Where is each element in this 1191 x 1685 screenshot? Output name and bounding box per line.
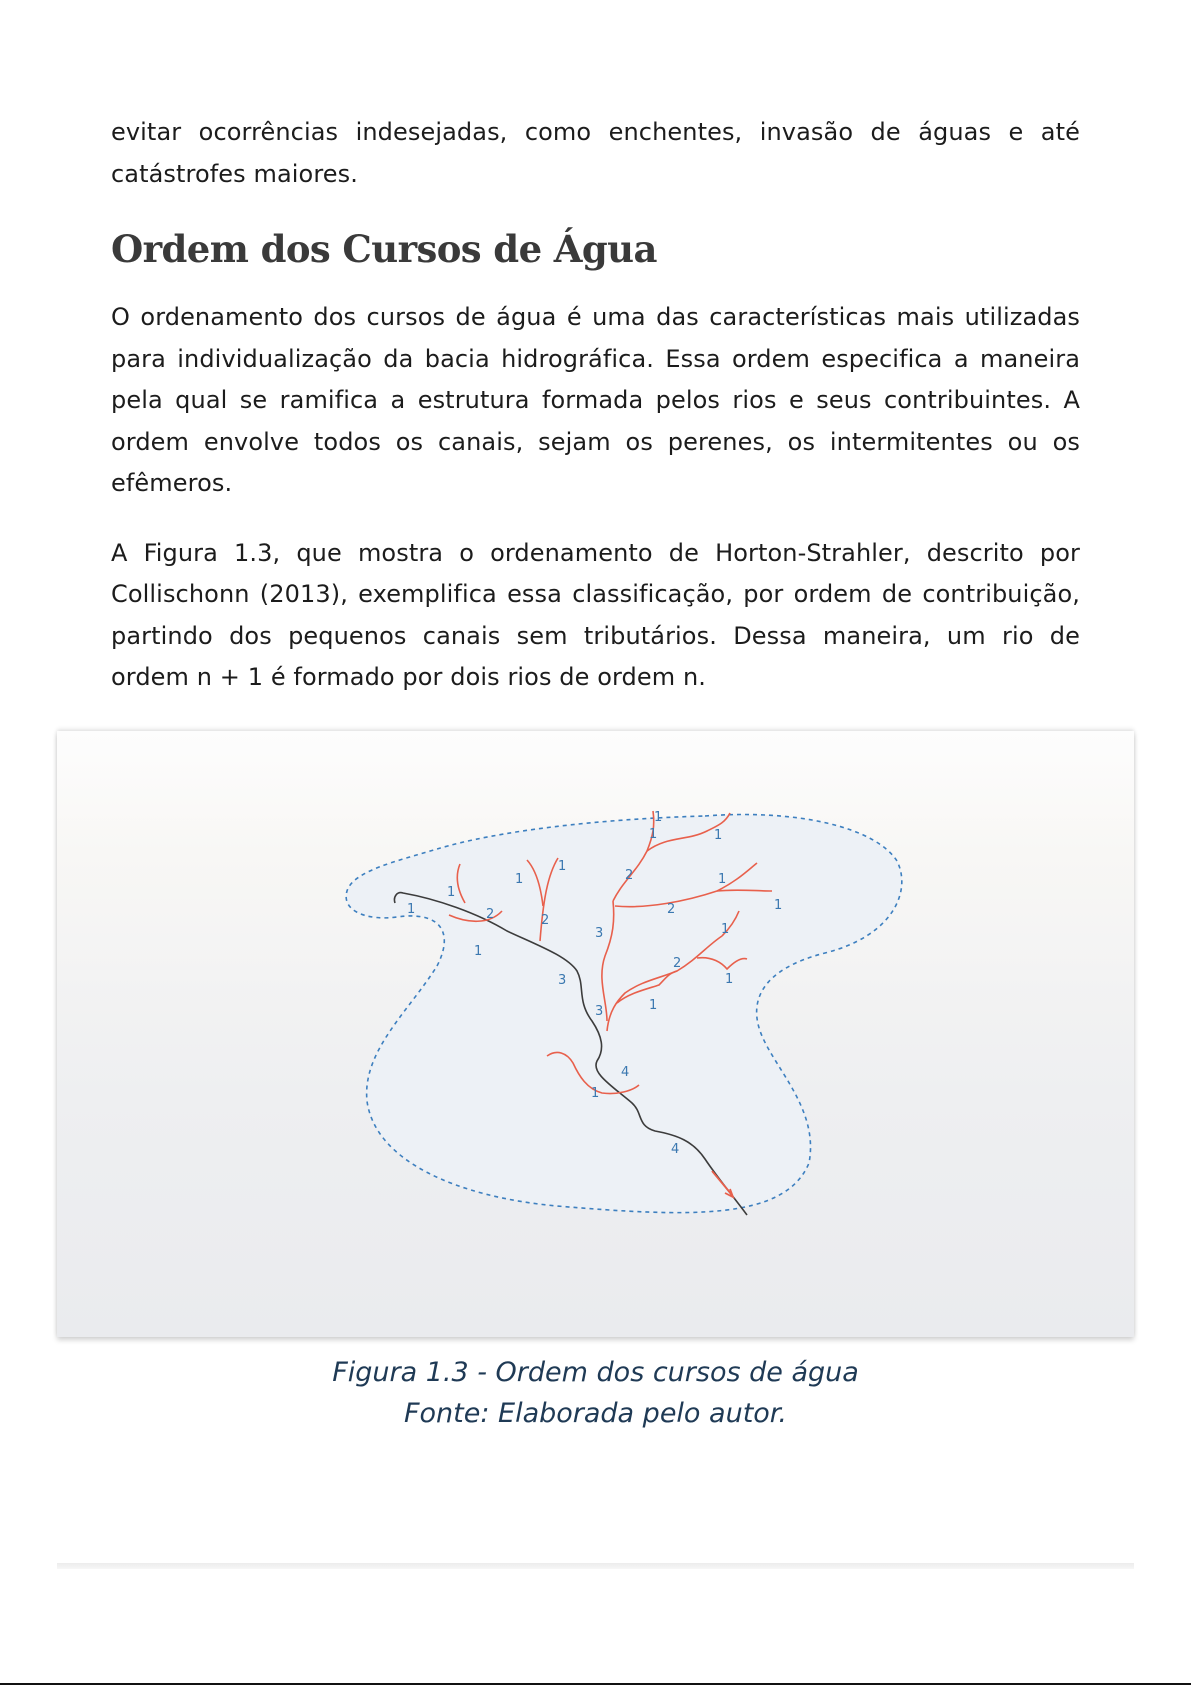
order-label: 1: [558, 859, 567, 874]
order-label: 2: [667, 902, 676, 917]
order-label: 1: [718, 872, 727, 887]
figure-panel: [57, 731, 1134, 1337]
caption-source: Fonte: Elaborada pelo autor.: [403, 1398, 788, 1429]
order-label: 1: [649, 998, 658, 1013]
drainage-basin-diagram: [57, 731, 1134, 1337]
order-label: 1: [649, 827, 658, 842]
order-label: 2: [541, 913, 550, 928]
order-label: 2: [625, 868, 634, 883]
order-label: 1: [725, 972, 734, 987]
basin-boundary: [346, 815, 902, 1213]
caption-title: Figura 1.3 - Ordem dos cursos de água: [332, 1357, 859, 1388]
order-label: 1: [774, 898, 783, 913]
order-label: 3: [595, 1004, 604, 1019]
paragraph-stream-ordering: O ordenamento dos cursos de água é uma das características mais utilizadas para individualização da bacia hidrográfica. Essa ordem especifica a maneira pela qual se ramifica a estrutura formada pelos rios e seus contribuintes. A ordem envolve todos os canais, sejam os perenes, os intermitentes ou os efêmeros.: [111, 303, 1080, 497]
page-divider: [57, 1563, 1134, 1569]
order-label: 1: [515, 872, 524, 887]
order-label: 2: [486, 907, 495, 922]
section-heading: Ordem dos Cursos de Água: [111, 227, 657, 271]
order-label: 4: [621, 1065, 630, 1080]
paragraph-horton-strahler: A Figura 1.3, que mostra o ordenamento de Horton-Strahler, descrito por Collischonn (2013), exemplifica essa classificação, por ordem de contribuição, partindo dos pequenos canais sem tributários. Dessa maneira, um rio de ordem n + 1 é formado por dois rios de ordem n.: [111, 538, 1080, 691]
stream-order2-mid-b: [717, 890, 772, 891]
order-label: 1: [447, 885, 456, 900]
figure-caption: [57, 1352, 1134, 1434]
order-label: 2: [673, 956, 682, 971]
order-label: 1: [591, 1086, 600, 1101]
order-label: 3: [595, 926, 604, 941]
order-label: 1: [721, 922, 730, 937]
order-label: 1: [474, 944, 483, 959]
order-label: 1: [654, 810, 663, 825]
text-content: [111, 112, 1080, 699]
intro-paragraph-tail: evitar ocorrências indesejadas, como enchentes, invasão de águas e até catástrofes maiores.: [111, 118, 1080, 188]
order-label: 1: [407, 902, 416, 917]
order-label: 4: [671, 1142, 680, 1157]
order-label: 3: [558, 973, 567, 988]
order-label: 1: [714, 828, 723, 843]
